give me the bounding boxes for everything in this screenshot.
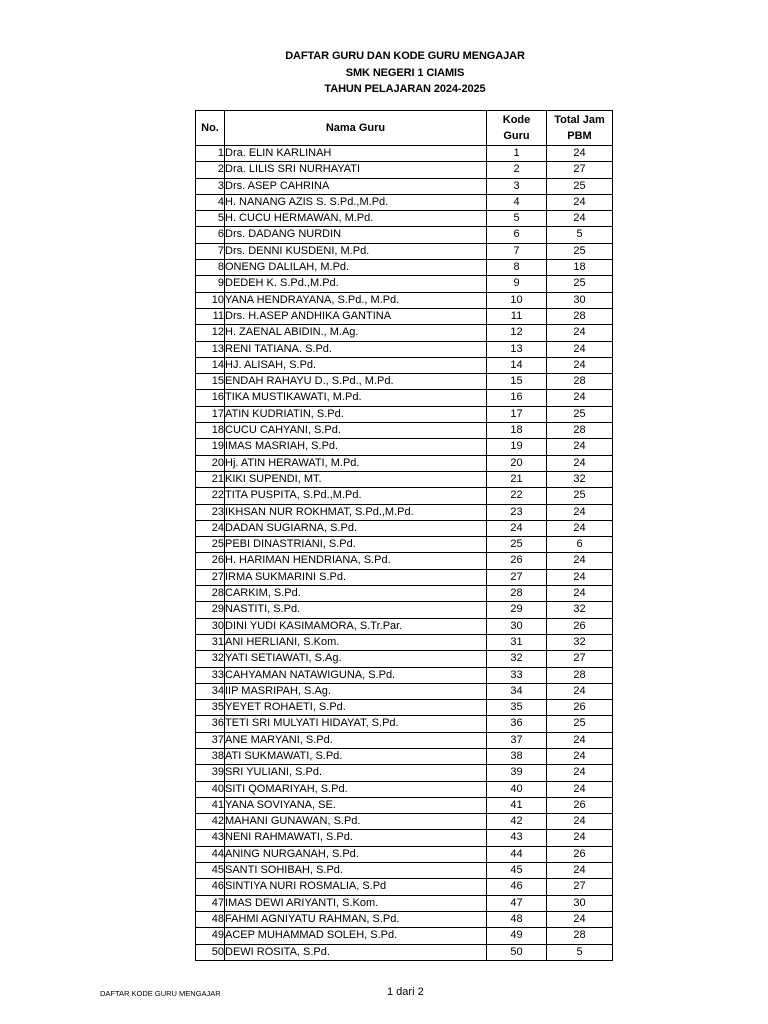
cell-kode: 12 [487,325,547,341]
cell-kode: 34 [487,683,547,699]
cell-no: 23 [196,504,225,520]
cell-kode: 19 [487,439,547,455]
cell-no: 48 [196,911,225,927]
cell-kode: 26 [487,553,547,569]
cell-jam: 24 [547,586,613,602]
cell-kode: 28 [487,586,547,602]
table-row [196,781,613,797]
cell-no: 27 [196,569,225,585]
cell-no: 34 [196,683,225,699]
cell-jam: 30 [547,895,613,911]
table-row [196,374,613,390]
cell-jam: 6 [547,537,613,553]
cell-jam: 26 [547,618,613,634]
cell-name: CARKIM, S.Pd. [225,586,487,602]
cell-jam: 24 [547,765,613,781]
header-jam [547,111,613,146]
cell-kode: 38 [487,748,547,764]
cell-jam: 32 [547,602,613,618]
cell-kode: 9 [487,276,547,292]
cell-kode: 41 [487,797,547,813]
table-row [196,765,613,781]
cell-no: 14 [196,357,225,373]
table-row [196,488,613,504]
cell-kode: 37 [487,732,547,748]
table-row [196,341,613,357]
cell-kode: 47 [487,895,547,911]
cell-name: NASTITI, S.Pd. [225,602,487,618]
cell-no: 38 [196,748,225,764]
table-row [196,227,613,243]
cell-kode: 39 [487,765,547,781]
cell-jam: 24 [547,814,613,830]
cell-jam: 25 [547,406,613,422]
cell-jam: 24 [547,781,613,797]
cell-kode: 16 [487,390,547,406]
cell-jam: 25 [547,488,613,504]
cell-kode: 50 [487,944,547,960]
cell-name: ANE MARYANI, S.Pd. [225,732,487,748]
cell-name: YEYET ROHAETI, S.Pd. [225,700,487,716]
cell-kode: 43 [487,830,547,846]
table-row [196,700,613,716]
cell-jam: 24 [547,341,613,357]
table-row [196,211,613,227]
table-row [196,814,613,830]
cell-kode: 35 [487,700,547,716]
cell-jam: 24 [547,911,613,927]
cell-no: 16 [196,390,225,406]
table-row [196,504,613,520]
cell-no: 32 [196,651,225,667]
table-row [196,748,613,764]
cell-no: 42 [196,814,225,830]
table-row [196,895,613,911]
cell-no: 46 [196,879,225,895]
header-kode-line2: Guru [503,130,530,142]
cell-no: 26 [196,553,225,569]
cell-name: Drs. ASEP CAHRINA [225,178,487,194]
table-row [196,162,613,178]
table-row [196,406,613,422]
cell-name: MAHANI GUNAWAN, S.Pd. [225,814,487,830]
cell-name: IKHSAN NUR ROKHMAT, S.Pd.,M.Pd. [225,504,487,520]
cell-no: 18 [196,423,225,439]
cell-name: TITA PUSPITA, S.Pd.,M.Pd. [225,488,487,504]
cell-jam: 24 [547,863,613,879]
table-row [196,716,613,732]
cell-no: 43 [196,830,225,846]
cell-jam: 5 [547,227,613,243]
cell-no: 9 [196,276,225,292]
cell-name: CAHYAMAN NATAWIGUNA, S.Pd. [225,667,487,683]
cell-kode: 23 [487,504,547,520]
cell-kode: 27 [487,569,547,585]
table-row [196,292,613,308]
cell-kode: 32 [487,651,547,667]
cell-kode: 20 [487,455,547,471]
cell-no: 7 [196,243,225,259]
cell-kode: 49 [487,928,547,944]
cell-no: 21 [196,471,225,487]
cell-jam: 28 [547,928,613,944]
table-row [196,325,613,341]
cell-kode: 24 [487,520,547,536]
table-row [196,276,613,292]
title-line-2: SMK NEGERI 1 CIAMIS [345,66,465,79]
cell-jam: 28 [547,423,613,439]
cell-kode: 3 [487,178,547,194]
cell-name: Hj. ATIN HERAWATI, M.Pd. [225,455,487,471]
table-row [196,146,613,162]
cell-jam: 27 [547,651,613,667]
cell-name: H. ZAENAL ABIDIN., M.Ag. [225,325,487,341]
cell-kode: 22 [487,488,547,504]
cell-name: FAHMI AGNIYATU RAHMAN, S.Pd. [225,911,487,927]
table-row [196,683,613,699]
table-row [196,260,613,276]
cell-no: 24 [196,520,225,536]
cell-name: SANTI SOHIBAH, S.Pd. [225,863,487,879]
header-kode-line1: Kode [502,114,531,126]
cell-name: SITI QOMARIYAH, S.Pd. [225,781,487,797]
cell-name: KIKI SUPENDI, MT. [225,471,487,487]
cell-jam: 24 [547,520,613,536]
cell-jam: 24 [547,553,613,569]
cell-name: ATI SUKMAWATI, S.Pd. [225,748,487,764]
cell-jam: 28 [547,374,613,390]
cell-no: 50 [196,944,225,960]
table-row [196,797,613,813]
cell-jam: 24 [547,732,613,748]
table-row [196,618,613,634]
cell-no: 19 [196,439,225,455]
table-row [196,194,613,210]
cell-jam: 24 [547,439,613,455]
cell-name: ANI HERLIANI, S.Kom. [225,634,487,650]
cell-name: Drs. DENNI KUSDENI, M.Pd. [225,243,487,259]
cell-no: 40 [196,781,225,797]
cell-no: 5 [196,211,225,227]
cell-no: 29 [196,602,225,618]
cell-jam: 32 [547,634,613,650]
cell-name: TIKA MUSTIKAWATI, M.Pd. [225,390,487,406]
cell-jam: 24 [547,194,613,210]
cell-kode: 30 [487,618,547,634]
table-row [196,928,613,944]
table-row [196,423,613,439]
table-row [196,863,613,879]
cell-name: PEBI DINASTRIANI, S.Pd. [225,537,487,553]
table-row [196,732,613,748]
header-kode [487,111,547,146]
cell-jam: 26 [547,700,613,716]
cell-kode: 8 [487,260,547,276]
header-no: No. [196,111,225,146]
cell-no: 10 [196,292,225,308]
cell-no: 33 [196,667,225,683]
cell-name: RENI TATIANA. S.Pd. [225,341,487,357]
cell-no: 1 [196,146,225,162]
cell-jam: 24 [547,357,613,373]
cell-kode: 7 [487,243,547,259]
cell-kode: 4 [487,194,547,210]
cell-no: 36 [196,716,225,732]
table-row [196,569,613,585]
page-number: 1 dari 2 [387,986,424,998]
cell-no: 22 [196,488,225,504]
header-jam-line1: Total Jam [554,114,605,126]
cell-no: 6 [196,227,225,243]
header-name: Nama Guru [225,111,487,146]
table-row [196,846,613,862]
cell-jam: 24 [547,569,613,585]
cell-name: TETI SRI MULYATI HIDAYAT, S.Pd. [225,716,487,732]
title-line-1: DAFTAR GURU DAN KODE GURU MENGAJAR [285,50,525,62]
table-row [196,634,613,650]
cell-kode: 1 [487,146,547,162]
cell-jam: 27 [547,879,613,895]
header-jam-line2: PBM [567,130,592,142]
cell-jam: 24 [547,325,613,341]
cell-name: CUCU CAHYANI, S.Pd. [225,423,487,439]
table-row [196,879,613,895]
footer-doc-name: DAFTAR KODE GURU MENGAJAR [100,989,221,998]
cell-no: 25 [196,537,225,553]
table-row [196,537,613,553]
teacher-table [195,110,613,961]
cell-kode: 29 [487,602,547,618]
table-row [196,911,613,927]
cell-name: DINI YUDI KASIMAMORA, S.Tr.Par. [225,618,487,634]
cell-kode: 46 [487,879,547,895]
cell-name: YATI SETIAWATI, S.Ag. [225,651,487,667]
cell-jam: 25 [547,243,613,259]
table-row [196,553,613,569]
cell-no: 41 [196,797,225,813]
cell-name: NENI RAHMAWATI, S.Pd. [225,830,487,846]
cell-jam: 32 [547,471,613,487]
cell-jam: 24 [547,146,613,162]
cell-kode: 5 [487,211,547,227]
cell-no: 20 [196,455,225,471]
table-row [196,455,613,471]
table-row [196,667,613,683]
cell-no: 12 [196,325,225,341]
cell-jam: 25 [547,716,613,732]
cell-kode: 31 [487,634,547,650]
cell-kode: 13 [487,341,547,357]
document-title [0,48,768,98]
cell-jam: 26 [547,797,613,813]
cell-no: 17 [196,406,225,422]
cell-kode: 48 [487,911,547,927]
cell-name: DEDEH K. S.Pd.,M.Pd. [225,276,487,292]
cell-name: Dra. LILIS SRI NURHAYATI [225,162,487,178]
cell-name: Drs. DADANG NURDIN [225,227,487,243]
cell-no: 13 [196,341,225,357]
cell-no: 35 [196,700,225,716]
cell-kode: 18 [487,423,547,439]
cell-jam: 27 [547,162,613,178]
cell-kode: 42 [487,814,547,830]
cell-name: IRMA SUKMARINI S.Pd. [225,569,487,585]
cell-name: Dra. ELIN KARLINAH [225,146,487,162]
table-row [196,178,613,194]
cell-kode: 44 [487,846,547,862]
cell-jam: 28 [547,308,613,324]
cell-name: ACEP MUHAMMAD SOLEH, S.Pd. [225,928,487,944]
cell-name: YANA HENDRAYANA, S.Pd., M.Pd. [225,292,487,308]
cell-jam: 24 [547,455,613,471]
cell-jam: 24 [547,390,613,406]
cell-kode: 2 [487,162,547,178]
cell-kode: 15 [487,374,547,390]
cell-name: ATIN KUDRIATIN, S.Pd. [225,406,487,422]
cell-no: 30 [196,618,225,634]
cell-kode: 10 [487,292,547,308]
cell-name: ANING NURGANAH, S.Pd. [225,846,487,862]
cell-kode: 21 [487,471,547,487]
cell-no: 28 [196,586,225,602]
cell-name: SRI YULIANI, S.Pd. [225,765,487,781]
cell-name: H. HARIMAN HENDRIANA, S.Pd. [225,553,487,569]
cell-no: 45 [196,863,225,879]
cell-kode: 40 [487,781,547,797]
cell-no: 3 [196,178,225,194]
table-row [196,944,613,960]
cell-kode: 11 [487,308,547,324]
cell-jam: 30 [547,292,613,308]
cell-jam: 24 [547,683,613,699]
cell-no: 15 [196,374,225,390]
cell-jam: 25 [547,276,613,292]
table-row [196,830,613,846]
table-row [196,651,613,667]
cell-no: 49 [196,928,225,944]
cell-kode: 25 [487,537,547,553]
cell-jam: 25 [547,178,613,194]
cell-no: 47 [196,895,225,911]
table-row [196,602,613,618]
table-header-row [196,111,613,146]
cell-no: 2 [196,162,225,178]
cell-name: YANA SOVIYANA, SE. [225,797,487,813]
cell-name: DADAN SUGIARNA, S.Pd. [225,520,487,536]
cell-no: 44 [196,846,225,862]
table-row [196,520,613,536]
title-line-3: TAHUN PELAJARAN 2024-2025 [324,83,486,95]
cell-kode: 45 [487,863,547,879]
cell-name: ONENG DALILAH, M.Pd. [225,260,487,276]
cell-jam: 24 [547,748,613,764]
cell-name: Drs. H.ASEP ANDHIKA GANTINA [225,308,487,324]
cell-name: H. NANANG AZIS S. S.Pd.,M.Pd. [225,194,487,210]
cell-no: 4 [196,194,225,210]
cell-name: IMAS MASRIAH, S.Pd. [225,439,487,455]
cell-kode: 6 [487,227,547,243]
cell-name: HJ. ALISAH, S.Pd. [225,357,487,373]
cell-kode: 14 [487,357,547,373]
cell-name: IMAS DEWI ARIYANTI, S.Kom. [225,895,487,911]
cell-jam: 28 [547,667,613,683]
cell-name: DEWI ROSITA, S.Pd. [225,944,487,960]
table-row [196,471,613,487]
cell-no: 39 [196,765,225,781]
cell-no: 11 [196,308,225,324]
cell-no: 8 [196,260,225,276]
cell-name: SINTIYA NURI ROSMALIA, S.Pd [225,879,487,895]
cell-jam: 24 [547,830,613,846]
table-row [196,243,613,259]
cell-jam: 24 [547,211,613,227]
table-row [196,439,613,455]
cell-kode: 36 [487,716,547,732]
cell-kode: 17 [487,406,547,422]
table-row [196,308,613,324]
cell-no: 31 [196,634,225,650]
table-row [196,586,613,602]
cell-no: 37 [196,732,225,748]
cell-name: H. CUCU HERMAWAN, M.Pd. [225,211,487,227]
cell-name: IIP MASRIPAH, S.Ag. [225,683,487,699]
cell-jam: 26 [547,846,613,862]
cell-kode: 33 [487,667,547,683]
cell-jam: 5 [547,944,613,960]
cell-jam: 18 [547,260,613,276]
cell-jam: 24 [547,504,613,520]
table-row [196,390,613,406]
cell-name: ENDAH RAHAYU D., S.Pd., M.Pd. [225,374,487,390]
table-row [196,357,613,373]
